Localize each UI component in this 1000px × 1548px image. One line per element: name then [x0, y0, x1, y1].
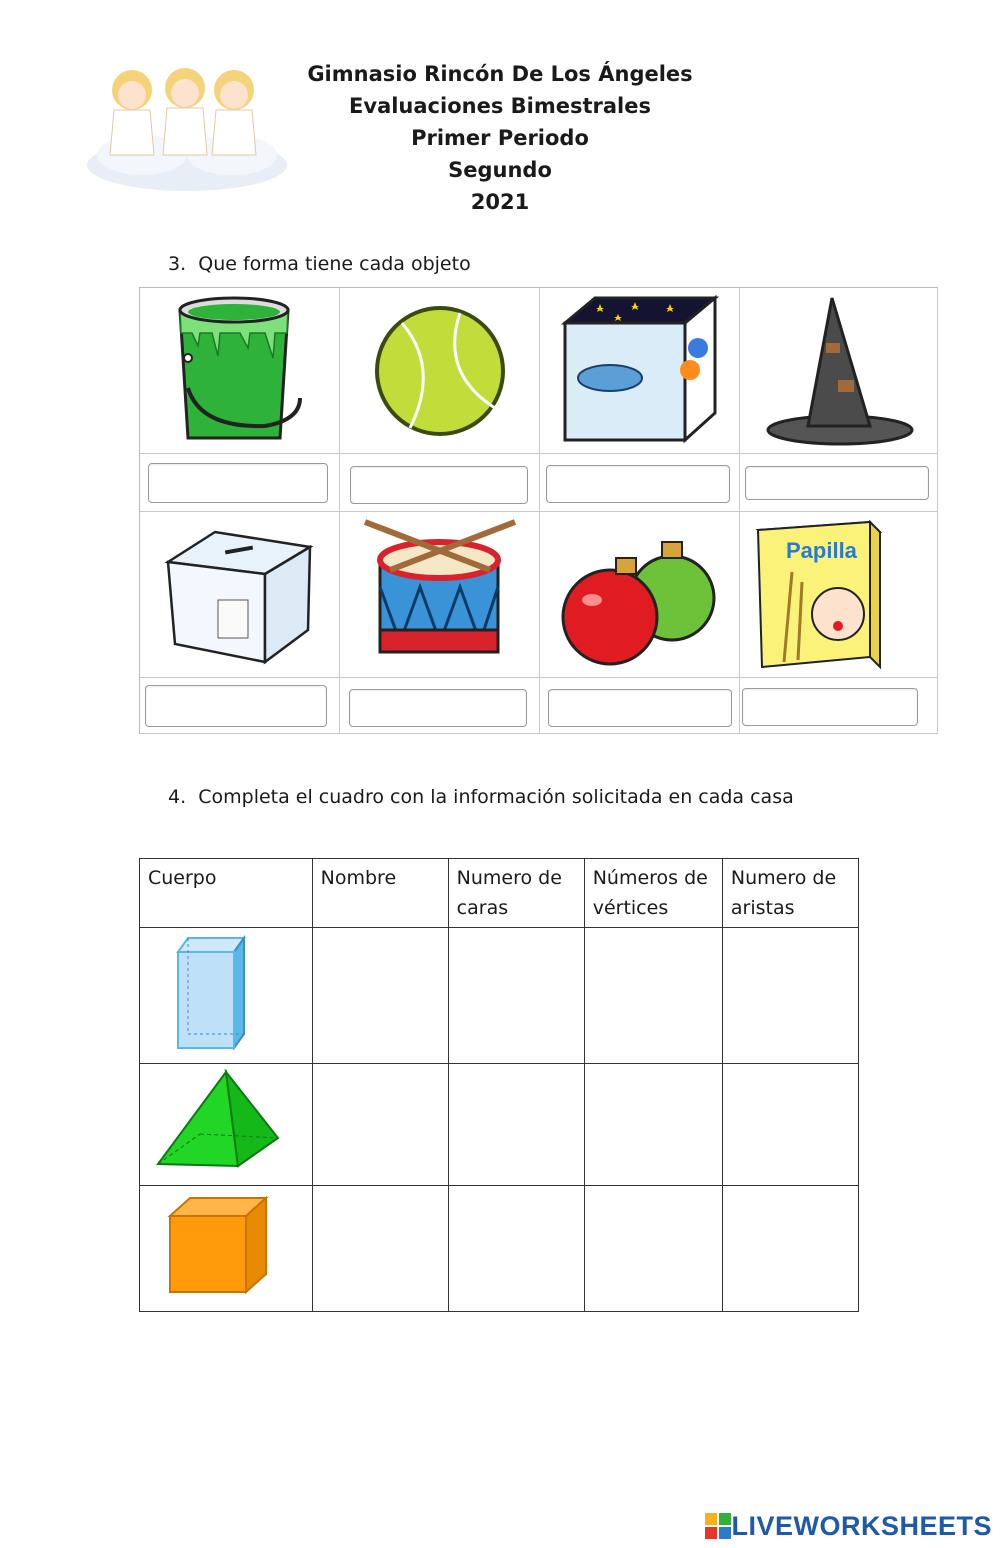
caras-cell[interactable]	[448, 928, 584, 1064]
vertices-cell[interactable]	[584, 1064, 722, 1186]
answer-cell-8	[740, 678, 938, 734]
liveworksheets-icon	[705, 1513, 731, 1539]
table-header-row	[140, 859, 859, 928]
evaluation-title: Evaluaciones Bimestrales	[349, 94, 651, 118]
answer-input-drum[interactable]	[349, 689, 527, 727]
object-cell-ballot-box	[140, 512, 340, 678]
header-aristas: Numero de aristas	[722, 859, 858, 928]
body-cell-rectangular-prism	[140, 928, 313, 1064]
angels-logo-image	[82, 55, 292, 195]
nombre-cell[interactable]	[312, 928, 448, 1064]
object-cell-toy-cube	[540, 288, 740, 454]
answer-input-paint-bucket[interactable]	[148, 463, 328, 503]
liveworksheets-logo	[705, 1508, 992, 1544]
caras-cell[interactable]	[448, 1064, 584, 1186]
table-row	[140, 1064, 859, 1186]
header-cuerpo: Cuerpo	[140, 859, 313, 928]
question-3-number: 3.	[168, 253, 187, 275]
aristas-cell[interactable]	[722, 1064, 858, 1186]
nombre-cell[interactable]	[312, 1064, 448, 1186]
body-cell-cube	[140, 1186, 313, 1312]
answer-input-christmas-baubles[interactable]	[548, 689, 732, 727]
period-label: Primer Periodo	[411, 126, 589, 150]
nombre-cell[interactable]	[312, 1186, 448, 1312]
answer-cell-5	[140, 678, 340, 734]
object-cell-tennis-ball	[340, 288, 540, 454]
question-3-text: Que forma tiene cada objeto	[198, 253, 471, 275]
question-4	[168, 786, 794, 808]
header-nombre: Nombre	[312, 859, 448, 928]
papilla-label: Papilla	[786, 538, 857, 563]
answer-cell-4	[740, 454, 938, 512]
geometric-bodies-table	[139, 858, 859, 1312]
header-vertices: Números de vértices	[584, 859, 722, 928]
table-row	[140, 1186, 859, 1312]
vertices-cell[interactable]	[584, 928, 722, 1064]
christmas-baubles-image	[540, 512, 740, 678]
object-cell-paint-bucket	[140, 288, 340, 454]
brand-name: LIVEWORKSHEETS	[731, 1510, 992, 1541]
object-cell-christmas-baubles	[540, 512, 740, 678]
square-pyramid-image	[148, 1068, 288, 1172]
papilla-box-image	[740, 512, 938, 678]
answer-input-ballot-box[interactable]	[145, 685, 327, 727]
cube-image	[148, 1190, 288, 1298]
object-cell-papilla-box	[740, 512, 938, 678]
vertices-cell[interactable]	[584, 1186, 722, 1312]
answer-input-witch-hat[interactable]	[745, 466, 929, 500]
worksheet-header	[300, 58, 700, 218]
answer-cell-3	[540, 454, 740, 512]
header-caras: Numero de caras	[448, 859, 584, 928]
question-4-text: Completa el cuadro con la información solicitada en cada casa	[198, 786, 794, 808]
drum-image	[340, 512, 540, 678]
aristas-cell[interactable]	[722, 928, 858, 1064]
objects-grid	[139, 287, 938, 734]
question-3	[168, 253, 471, 275]
school-name: Gimnasio Rincón De Los Ángeles	[307, 62, 693, 86]
tennis-ball-image	[340, 288, 540, 454]
answer-input-toy-cube[interactable]	[546, 465, 730, 503]
answer-cell-7	[540, 678, 740, 734]
ballot-box-image	[140, 512, 340, 678]
rectangular-prism-image	[148, 932, 288, 1050]
year-label: 2021	[470, 190, 530, 214]
grade-label: Segundo	[448, 158, 552, 182]
table-row	[140, 928, 859, 1064]
witch-hat-image	[740, 288, 938, 454]
paint-bucket-image	[140, 288, 340, 454]
caras-cell[interactable]	[448, 1186, 584, 1312]
object-cell-drum	[340, 512, 540, 678]
question-4-number: 4.	[168, 786, 187, 808]
aristas-cell[interactable]	[722, 1186, 858, 1312]
answer-cell-6	[340, 678, 540, 734]
object-cell-witch-hat	[740, 288, 938, 454]
answer-input-tennis-ball[interactable]	[350, 466, 528, 504]
body-cell-square-pyramid	[140, 1064, 313, 1186]
toy-cube-image	[540, 288, 740, 454]
answer-input-papilla-box[interactable]	[742, 688, 918, 726]
answer-cell-1	[140, 454, 340, 512]
answer-cell-2	[340, 454, 540, 512]
